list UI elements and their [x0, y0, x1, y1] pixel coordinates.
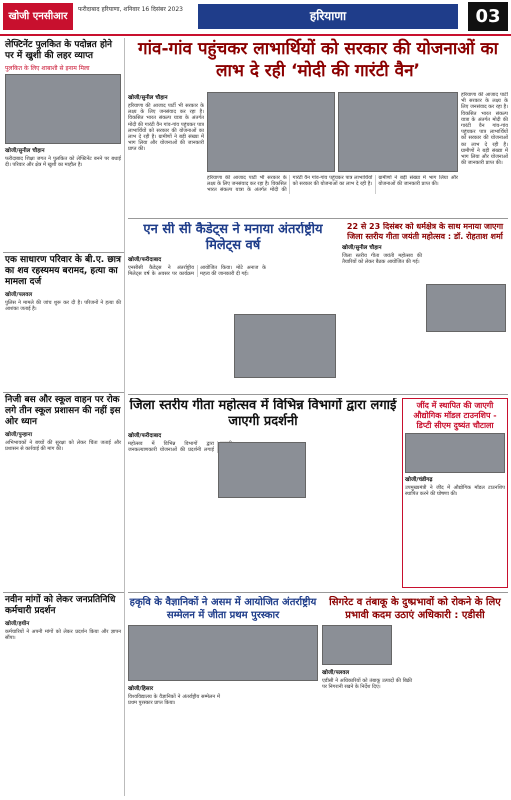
group-photo: [5, 74, 121, 144]
story-headline: लेफ्टिनेंट पुलकित के पदोन्नत होने पर में खुशी की लहर व्याप्त: [5, 40, 113, 61]
story-headline: सिगरेट व तंबाकू के दुष्प्रभावों को रोकने के लिए प्रभावी कदम उठाएं अधिकारी : एडीसी: [329, 597, 501, 621]
story-byline: खोजी/चंडीगढ़: [405, 477, 433, 483]
story-body: कर्मचारियों ने अपनी मांगों को लेकर प्रदर्शन किया और ज्ञापन सौंपा।: [5, 629, 121, 642]
divider: [128, 394, 508, 395]
story-headline: निजी बस और स्कूल वाहन पर रोक लगे तीन स्कूल प्रशासन की नहीं इस ओर ध्यान: [5, 395, 121, 427]
story-ncc: [128, 222, 338, 392]
brand-logo: खोजी एनसीआर: [3, 3, 73, 30]
story-body: एनसीसी कैडेट्स ने अंतर्राष्ट्रीय मिलेट्स वर्ष के अवसर पर कार्यक्रम आयोजित किया। मोटे अनाज के महत्व की जानकारी दी गई।: [128, 265, 266, 278]
story-headline: एन सी सी कैडेट्स ने मनाया अंतर्राष्ट्रीय मिलेट्स वर्ष: [143, 222, 323, 253]
main-headline: गांव-गांव पहुंचकर लाभार्थियों को सरकार की योजनाओं का लाभ दे रही ‘मोदी की गारंटी वैन’: [138, 39, 498, 81]
story-body: महोत्सव में विभिन्न विभागों द्वारा जनकल्याणकारी योजनाओं की प्रदर्शनी लगाई: [128, 441, 214, 454]
main-body: हरियाणा की आजाद पार्टी भी सरकार के लक्ष्य के लिए जनसंवाद कर रहा है। विकसित भारत संकल्प यात्रा के अंतर्गत मोदी की गारंटी वैन गांव-गांव पहुंचकर पात्र लाभार्थियों को सरकार की योजनाओं का लाभ दे रही है। ग्रामीणों ने बड़ी संख्या में भाग लिया और योजनाओं की जानकारी प्राप्त की।: [128, 103, 204, 153]
main-photo-right: [338, 92, 458, 172]
divider: [128, 218, 508, 219]
meeting-photo: [426, 284, 506, 332]
story-geeta-jayanti: [342, 222, 508, 392]
story-byline: खोजी/पुन्हाना: [5, 432, 33, 438]
story-body: एडीसी ने अधिकारियों को तंबाकू उत्पादों की बिक्री पर निगरानी रखने के निर्देश दिए।: [322, 678, 412, 691]
main-body-cont: हरियाणा की आजाद पार्टी भी सरकार के लक्ष्य के लिए जनसंवाद कर रहा है। विकसित भारत संकल्प यात्रा के अंतर्गत मोदी की गारंटी वैन गांव-गांव पहुंचकर पात्र लाभार्थियों को सरकार की योजनाओं का लाभ दे रही है। ग्रामीणों ने बड़ी संख्या में भाग लिया और योजनाओं की जानकारी प्राप्त की।: [207, 175, 458, 194]
story-byline: खोजी/हथीन: [5, 621, 30, 627]
story-byline: खोजी/फरीदाबाद: [128, 257, 162, 263]
story-student: [3, 253, 124, 393]
story-body: पुलिस ने मामले की जांच शुरू कर दी है। परिजनों ने हत्या की आशंका जताई है।: [5, 300, 121, 313]
story-body: विश्वविद्यालय के वैज्ञानिकों ने अंतर्राष्ट्रीय सम्मेलन में प्रथम पुरस्कार प्राप्त किया।: [128, 694, 220, 707]
story-body: उपमुख्यमंत्री ने जींद में औद्योगिक मॉडल टाउनशिप स्थापित करने की घोषणा की।: [405, 485, 505, 498]
story-headline: हकृवि के वैज्ञानिकों ने असम में आयोजित अंतर्राष्ट्रीय सम्मेलन में जीता प्रथम पुरस्कार: [129, 597, 317, 621]
dateline: फरीदाबाद हरियाणा, शनिवार 16 दिसंबर 2023: [78, 6, 183, 13]
section-title: हरियाणा: [198, 4, 458, 29]
story-byline: खोजी/पलवल: [5, 292, 33, 298]
dushyant-photo: [405, 433, 505, 473]
story-headline: 22 से 23 दिसंबर को धर्मक्षेत्र के साथ मनाया जाएगा जिला स्तरीय गीता जयंती महोत्सव : डॉ. रोहताश शर्मा: [346, 222, 504, 241]
story-lieutenant: [3, 38, 124, 253]
story-body: अभिभावकों ने बच्चों की सुरक्षा को लेकर चिंता जताई और प्रशासन से कार्रवाई की मांग की।: [5, 440, 121, 453]
story-employees: [3, 593, 124, 793]
story-body: फरीदाबाद शिक्षा जगत ने पुलकित को लेफ्टिनेंट बनने पर बधाई दी। परिवार और क्षेत्र में खुशी का माहौल है।: [5, 156, 121, 169]
exhibition-photo: [218, 442, 306, 498]
main-headline-box: [128, 38, 508, 90]
story-byline: खोजी/हिसार: [128, 686, 154, 692]
story-body: जिला स्तरीय गीता जयंती महोत्सव की तैयारियों को लेकर बैठक आयोजित की गई।: [342, 253, 422, 266]
award-photo: [128, 625, 318, 681]
ncc-photo: [234, 314, 336, 378]
story-kicker: पुलकित के लिए शाबाशी से इनाम मिला: [5, 65, 90, 72]
story-tobacco: [322, 596, 508, 796]
masthead-rule: [0, 34, 511, 36]
story-headline: जिला स्तरीय गीता महोत्सव में विभिन्न विभागों द्वारा लगाई जाएगी प्रदर्शनी: [129, 398, 397, 429]
story-byline: खोजी/सुनील चौहान: [5, 148, 45, 154]
story-byline: खोजी/फरीदाबाद: [128, 433, 162, 439]
story-school-bus: [3, 393, 124, 593]
story-geeta-exhibition: [128, 398, 398, 588]
main-story-cont: [207, 175, 458, 215]
left-column: [3, 38, 125, 796]
main-body-right: हरियाणा की आजाद पार्टी भी सरकार के लक्ष्य के लिए जनसंवाद कर रहा है। विकसित भारत संकल्प यात्रा के अंतर्गत मोदी की गारंटी वैन गांव-गांव पहुंचकर पात्र लाभार्थियों को सरकार की योजनाओं का लाभ दे रही है। ग्रामीणों ने बड़ी संख्या में भाग लिया और योजनाओं की जानकारी प्राप्त की।: [461, 92, 508, 167]
story-headline: एक साधारण परिवार के बी.ए. छात्र का शव रहस्यमय बरामद, हत्या का मामला दर्ज: [5, 255, 121, 287]
masthead: [0, 0, 511, 33]
main-story-col1: [128, 92, 204, 212]
page-number: 03: [468, 2, 508, 31]
story-byline: खोजी/पलवल: [322, 670, 350, 676]
story-headline: नवीन मांगों को लेकर जनप्रतिनिधि कर्मचारी प्रदर्शन: [5, 595, 116, 616]
main-photo-left: [207, 92, 335, 172]
story-headline: जींद में स्थापित की जाएगी औद्योगिक मॉडल टाउनशिप - डिप्टी सीएम दुष्यंत चौटाला: [413, 401, 497, 430]
story-jind: [402, 398, 508, 588]
main-byline: खोजी/सुनील चौहान: [128, 95, 168, 101]
official-photo: [322, 625, 392, 665]
main-story-col-right: [461, 92, 508, 222]
divider: [128, 592, 508, 593]
story-byline: खोजी/सुनील चौहान: [342, 245, 382, 251]
story-hau: [128, 596, 318, 796]
